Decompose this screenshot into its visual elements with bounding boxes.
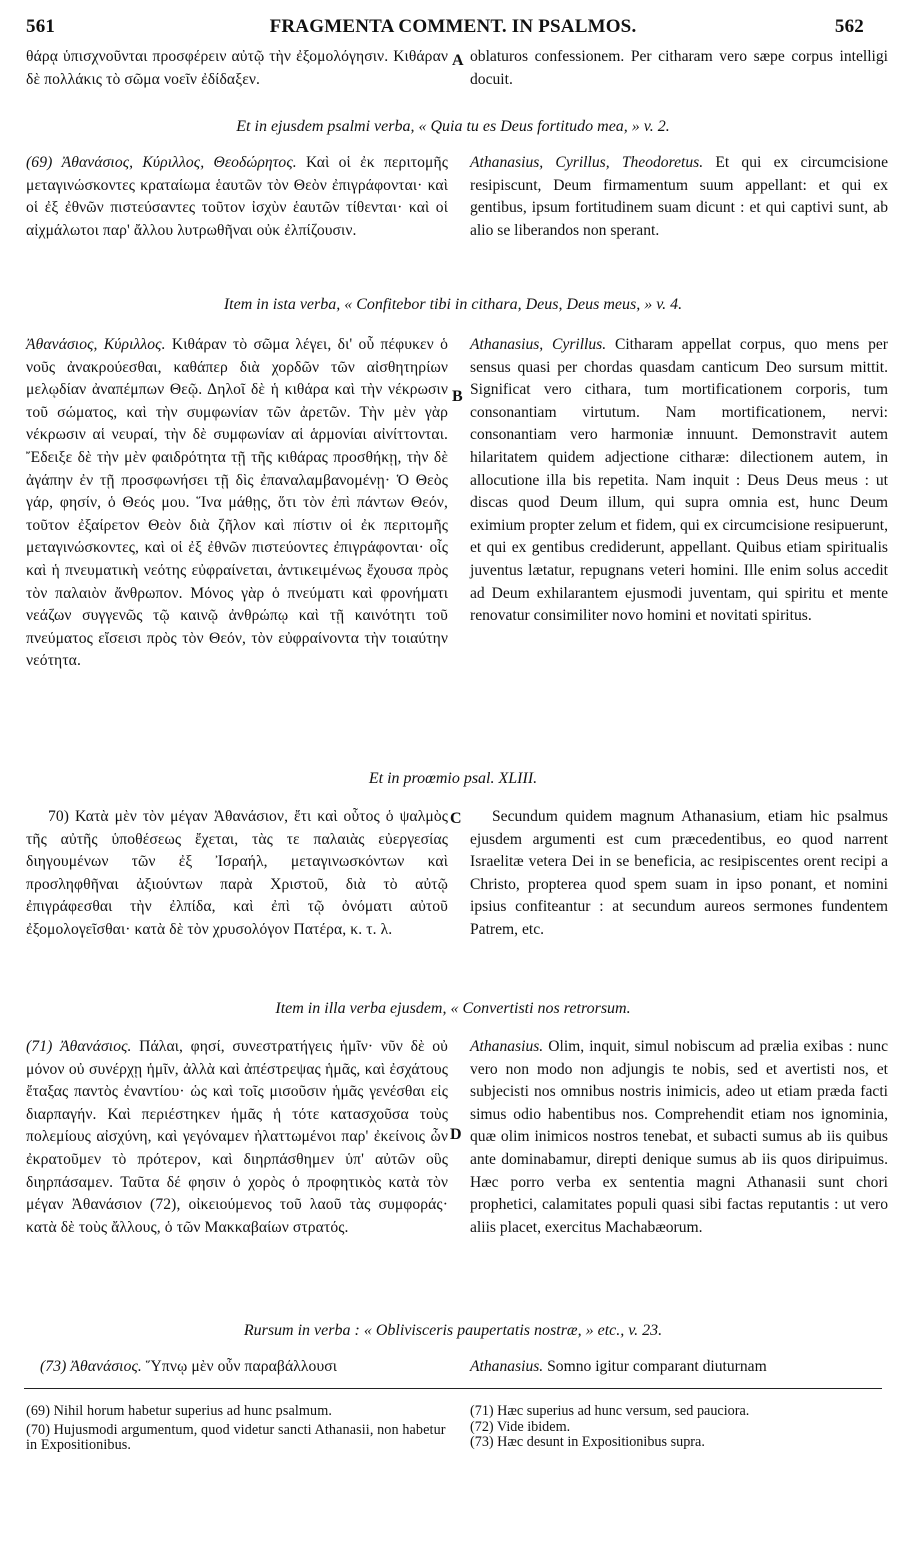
latin-author-lead: Athanasius, Cyrillus, Theodoretus. (470, 154, 704, 171)
latin-author-lead: Athanasius, Cyrillus. (470, 336, 607, 353)
greek-paragraph-2 (26, 334, 448, 673)
latin-paragraph-3: Secundum quidem magnum Athanasium, etiam hic psalmus ejusdem argumenti est cum præcedentibus, eo quod narrent Israelitæ vetera Dei in se beneficia, ac resipiscentes orent recipi a Christo, propterea quod spem suam in ipso ponant, et nomini ipsius confiteantur : at secundum aureos sermones fundentem Patrem, etc. (470, 808, 888, 938)
greek-text: Καὶ οἱ ἐκ περιτομῆς μεταγινώσκοντες κραταίωμα ἑαυτῶν τὸν Θεὸν ἐπιγράφονται· καὶ οἱ ἐξ ἐθνῶν πιστεύσαντες τοῦτον ἰσχὺν ἑαυτῶν τίθενται· καὶ οἱ αἰχμάλωτοι παρ' ἄλλου λυτρωθῆναι οὐκ ἐλπίζουσιν. (26, 154, 448, 239)
footnote-72: (72) Vide ibidem. (470, 1418, 571, 1435)
latin-text: Et qui ex circumcisione resipiscunt, Deum firmamentum suum appellant: et qui ex gentibus, ipsum fortitudinem suam dicunt : et qui captivi sunt, ab alio se liberandos non sperant. (470, 154, 888, 239)
footnote-rule (24, 1388, 882, 1389)
footnote-71: (71) Hæc superius ad hunc versum, sed pauciora. (470, 1403, 750, 1419)
greek-text: Ὕπνῳ μὲν οὖν παραβάλλουσι (145, 1358, 338, 1375)
section-heading-1: Et in ejusdem psalmi verba, « Quia tu es Deus fortitudo mea, » v. 2. (236, 118, 670, 135)
latin-author-lead: Athanasius. (470, 1038, 544, 1055)
footnote-70: (70) Hujusmodi argumentum, quod videtur sancti Athanasii, non habetur in Expositionibus. (26, 1421, 446, 1453)
section-heading-3: Et in proœmio psal. XLIII. (368, 770, 538, 787)
greek-text: Πάλαι, φησί, συνεστρατήγεις ἡμῖν· νῦν δὲ οὐ μόνον οὐ συνέρχῃ ἡμῖν, ἀλλὰ καὶ ἀπέστρεψας ἡμᾶς, καὶ ἐσχάτους ἔταξας παντὸς ἐναντίου· ὡς καὶ τοῖς μισοῦσιν ἡμᾶς γενέσθαι εἰς διαρπαγήν. Καὶ περιέστηκεν ἡμᾶς ἡ τότε κατασχοῦσα τοὺς πολεμίους αἰσχύνη, καὶ γεγόναμεν ἠλαττωμένοι παρ' ἐκείνοις ὧν ἐκρατοῦμεν τὸ πρότερον, καὶ διηρπάσθημεν ὑπ' αὐτῶν οὓς διηρπάσαμεν. Ταῦτα δέ φησιν ὁ χορὸς ὁ προφητικὸς κατὰ τὸν μέγαν Ἀθανάσιον (72), οἰκειούμενος τοῦ λαοῦ τὰς συμφοράς· κατὰ δὲ τοὺς ἄλλους, ὁ τῶν Μακκαβαίων στρατός. (26, 1038, 448, 1236)
greek-author-lead: (73) Ἀθανάσιος. (40, 1358, 142, 1375)
greek-text: Κιθάραν τὸ σῶμα λέγει, δι' οὗ πέφυκεν ὁ νοῦς ἀνακρούεσθαι, καθάπερ διὰ χορδῶν τῶν αἰσθητηρίων μελῳδίαν ἀναπέμπων Θεῷ. Δηλοῖ δὲ ἡ κιθάρα καὶ τὴν νέκρωσιν τοῦ σώματος, καὶ τὴν συμφωνίαν τῶν ἀρετῶν. Τὴν μὲν γὰρ νέκρωσιν αἱ νευραί, τὴν δὲ συμφωνίαν αἱ ἁρμονίαι αἰνίττονται. Ἔδειξε δὲ τὴν μὲν φαιδρότητα τῇ τῆς κιθάρας προσθήκῃ, τὴν δὲ ἀγάπην ἐν τῇ προσφωνήσει τῇ δὶς ἐπαναλαμβανομένῃ· Ὁ Θεὸς γάρ, φησίν, ὁ Θεός μου. Ἵνα μάθῃς, ὅτι τὸν ἐπὶ πάντων Θεόν, τοῦτον ἐξαίρετον Θεὸν διὰ ζῆλον καὶ πίστιν οἱ ἐκ περιτομῆς μεταγινώσκοντες, καὶ οἱ ἐξ ἐθνῶν πιστεύοντες ἐπιγράφονται· οἷς καὶ ἡ πνευματικὴ νεότης εὐφραίνεται, ἀντικειμένως ἔχουσα πρὸς τὸν παλαιὸν ἄνθρωπον. Μόνος γὰρ ὁ πνεύματι καὶ φρονήματι νεάζων συγγενῶς τῷ καινῷ ἀνθρώπῳ καὶ τῇ καινότητι τοῦ πνεύματος εἴσεισι πρὸς τὸν Θεόν, τὸν εὐφραίνοντα τὴν τοιαύτην νεότητα. (26, 336, 449, 670)
running-title: FRAGMENTA COMMENT. IN PSALMOS. (269, 16, 637, 37)
footnote-69: (69) Nihil horum habetur superius ad hunc psalmum. (26, 1403, 333, 1419)
greek-paragraph-4 (26, 1036, 448, 1239)
latin-author-lead: Athanasius. (470, 1358, 544, 1375)
margin-letter-c: C (450, 810, 462, 827)
page-number-right: 562 (834, 16, 864, 37)
latin-paragraph-0: oblaturos confessionem. Per citharam vero sæpe corpus intelligi docuit. (470, 48, 888, 88)
footnotes-right (470, 1404, 888, 1451)
latin-text: Olim, inquit, simul nobiscum ad prælia exibas : nunc vero non modo non adjungis te nobis, sed et avertisti nos, et subjecisti nos omnibus nostris inimicis, adeo ut etiam præda facti simus odio habentibus nos. Comprehendit etiam nos ignominia, quæ olim inimicos nostros tenebat, et subacti sumus ab iis quibus ante dominabamur, direpti denique sumus ab iis quos diripuimus. Hæc porro verba ex sententia magni Athanasii sunt chori prophetici, calamitates populi quasi sibi factas reputantis : ut vero aliis placet, exercitus Machabæorum. (470, 1038, 888, 1236)
footnote-73: (73) Hæc desunt in Expositionibus supra. (470, 1434, 705, 1450)
margin-letter-a: A (452, 52, 464, 69)
greek-author-lead: Ἀθανάσιος, Κύριλλος. (26, 336, 166, 353)
greek-paragraph-3: 70) Κατὰ μὲν τὸν μέγαν Ἀθανάσιον, ἔτι καὶ οὗτος ὁ ψαλμὸς τῆς αὐτῆς ὑποθέσεως ἔχεται, τὰς τε παλαιὰς εὐεργεσίας διηγουμένων τῶν ἐξ Ἰσραήλ, μεταγινωσκόντων καὶ προσληφθῆναι ἀξιούντων παρὰ Χριστοῦ, διὰ τὸ αὐτῷ ἐπιγράφεσθαι τὴν ἐλπίδα, καὶ ἐπὶ τῷ ὀνόματι αὐτοῦ ἐξομολογεῖσθαι· κατὰ δὲ τὸν χρυσολόγον Πατέρα, κ. τ. λ. (26, 808, 448, 938)
greek-author-lead: (69) Ἀθανάσιος, Κύριλλος, Θεοδώρητος. (26, 154, 297, 171)
section-heading-4: Item in illa verba ejusdem, « Convertisti nos retrorsum. (275, 1000, 631, 1017)
footnotes-left (26, 1404, 448, 1454)
section-heading-5: Rursum in verba : « Oblivisceris paupertatis nostræ, » etc., v. 23. (243, 1322, 663, 1339)
greek-paragraph-1 (26, 152, 448, 242)
margin-letter-b: B (452, 388, 463, 405)
greek-author-lead: (71) Ἀθανάσιος. (26, 1038, 132, 1055)
latin-paragraph-1 (470, 152, 888, 242)
latin-paragraph-2 (470, 334, 888, 628)
latin-paragraph-4 (470, 1036, 888, 1239)
greek-paragraph-0: θάρᾳ ὑπισχνοῦνται προσφέρειν αὐτῷ τὴν ἐξομολόγησιν. Κιθάραν δὲ πολλάκις τὸ σῶμα νοεῖν ἐδίδαξεν. (26, 48, 448, 88)
margin-letter-d: D (450, 1126, 462, 1143)
page-number-left: 561 (26, 16, 56, 37)
latin-text: Citharam appellat corpus, quo mens per sensus quasi per chordas quasdam canticum Deo sursum mittit. Significat vero cithara, tum mortificationem corporis, tum consonantiam virtutum. Nam mortificationem, nervi: consonantiam vero harmoniæ innuunt. Demonstravit autem hilaritatem quidem adjectione citharæ: dilectionem autem, in allocutione illa bis repetita. Nam inquit : Deus Deus meus : ut discas quod Deum illum, qui supra omnia est, hunc Deum eximium propter zelum et fidem, qui ex circumcisione resipuerunt, et qui ex gentibus crediderunt, appellant. Quibus etiam spiritualis juventus lætatur, repugnans veteri homini. Ille enim solus accedit ad Deum exhilarantem ejusmodi juventam, qui spiritu et mente renovatur consimiliter novo homini et novitati spiritus. (470, 336, 888, 625)
section-heading-2: Item in ista verba, « Confitebor tibi in cithara, Deus, Deus meus, » v. 4. (223, 296, 683, 313)
greek-paragraph-5 (26, 1356, 448, 1379)
latin-paragraph-5 (470, 1356, 888, 1379)
latin-text: Somno igitur comparant diuturnam (547, 1358, 767, 1375)
